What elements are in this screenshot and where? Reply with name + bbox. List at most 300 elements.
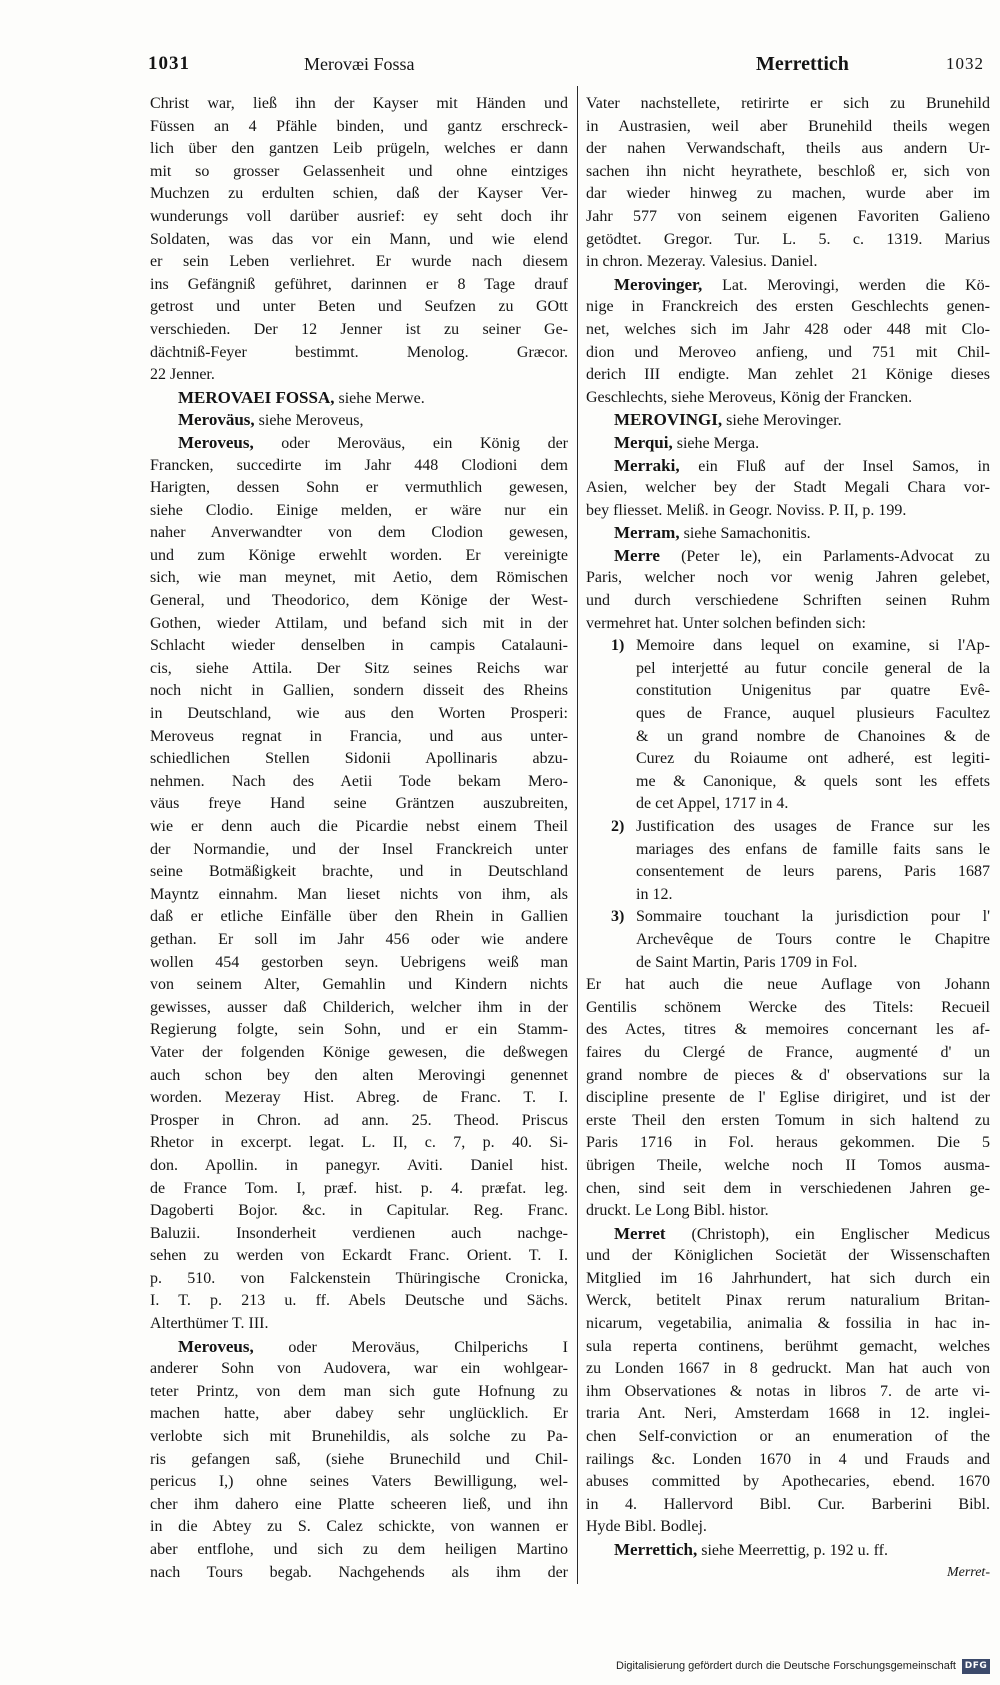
text-line bbox=[586, 567, 990, 590]
text-line bbox=[586, 906, 990, 929]
line-text: consentement de leurs parens, Paris 1687 bbox=[636, 863, 990, 881]
text-line bbox=[586, 1539, 990, 1562]
line-text: er sein Leben verliehret. Er wurde nach diesem bbox=[150, 253, 568, 271]
digitization-footer bbox=[560, 1656, 990, 1676]
line-text: Curez du Roiaume ont adheré, est legiti- bbox=[636, 750, 990, 768]
line-text: gewisses, ausser daß Childerich, welcher ihm in der bbox=[150, 998, 568, 1016]
line-text: Gothen, wieder Attilam, und befand sich mit in der bbox=[150, 614, 568, 632]
line-text: (Peter le), ein Parlaments-Advocat zu bbox=[659, 547, 990, 565]
text-line bbox=[150, 161, 568, 184]
text-line bbox=[586, 952, 990, 975]
line-text: Dagoberti Bojor. &c. in Capitular. Reg. Franc. bbox=[150, 1202, 568, 1220]
text-line bbox=[150, 206, 568, 229]
line-text: getödtet. Gregor. Tur. L. 5. c. 1319. Marius bbox=[586, 230, 990, 248]
lexicon-entry bbox=[586, 522, 990, 545]
list-item bbox=[586, 635, 990, 816]
line-text: zu Londen 1667 in 8 gedruckt. Man hat auch von bbox=[586, 1360, 990, 1378]
text-line bbox=[586, 658, 990, 681]
line-text: nige in Franckreich des ersten Geschlechts genen- bbox=[586, 298, 990, 316]
line-text: dächtniß-Feyer bestimmt. Menolog. Græcor. bbox=[150, 343, 568, 361]
line-text: und durch verschiedene Schriften seinen Ruhm bbox=[586, 592, 990, 610]
item-number: 1) bbox=[611, 637, 625, 655]
line-text: abuses committed by Apothecaries, ebend. 1670 bbox=[586, 1473, 990, 1491]
lexicon-entry bbox=[586, 274, 990, 410]
line-text: wollen 454 gestorben seyn. Uebrigens weiß man bbox=[150, 953, 568, 971]
item-number: 2) bbox=[611, 818, 625, 835]
text-line bbox=[150, 138, 568, 161]
text-line bbox=[150, 319, 568, 342]
text-line bbox=[586, 726, 990, 749]
line-text: des Actes, titres & memoires concernant les af- bbox=[586, 1021, 990, 1039]
line-text: der nahen Verwandschaft, theils aus andern Ur- bbox=[586, 140, 990, 158]
page-number-right: 1032 bbox=[946, 54, 984, 73]
line-text: Vater der folgenden Könige gewesen, die deßwegen bbox=[150, 1043, 568, 1061]
text-line bbox=[150, 771, 568, 794]
text-line bbox=[586, 342, 990, 365]
headword: MEROVINGI, bbox=[614, 410, 723, 430]
line-text: de Saint Martin, Paris 1709 in Fol. bbox=[636, 953, 858, 971]
line-text: Meroveus regnat in Francia, und aus unter- bbox=[150, 727, 568, 745]
line-text: sachen ihn nicht heyrathete, beschloß er, sich von bbox=[586, 162, 990, 180]
running-head-right: Merrettich bbox=[756, 53, 849, 75]
column-right bbox=[586, 93, 990, 1584]
text-line bbox=[150, 500, 568, 523]
line-text: sehen zu werden von Eckardt Franc. Orient. T. I. bbox=[150, 1247, 568, 1265]
line-text: in die Abtey zu S. Calez schickte, von wannen er bbox=[150, 1518, 568, 1536]
line-text: oder Meroväus, ein König der bbox=[253, 434, 568, 452]
line-text: seine Botmäßigkeit brachte, und in Deutschland bbox=[150, 863, 568, 881]
text-line bbox=[586, 183, 990, 206]
line-text: ins Gefängniß geführet, darinnen er 8 Tage drauf bbox=[150, 275, 568, 293]
text-line bbox=[586, 522, 990, 545]
line-text: I. T. p. 213 u. ff. Abels Deutsche und Sächs. bbox=[150, 1292, 568, 1310]
line-text: daß er etliche Einfälle über den Rhein in Gallien bbox=[150, 908, 568, 926]
text-line bbox=[586, 974, 990, 997]
paragraph bbox=[586, 974, 990, 1223]
text-line bbox=[586, 816, 990, 839]
text-line bbox=[586, 771, 990, 794]
text-line bbox=[150, 929, 568, 952]
line-text: siehe Samachonitis. bbox=[679, 525, 811, 543]
running-head-left: Merovæi Fossa bbox=[304, 54, 415, 74]
line-text: erste Theil den ersten Tomum in sich haltend zu bbox=[586, 1111, 990, 1129]
catchword: Merret- bbox=[946, 1564, 990, 1580]
line-text: väus freye Hand seine Gräntzen auszubreiten, bbox=[150, 795, 568, 813]
headword: Merrettich, bbox=[614, 1540, 698, 1559]
text-line bbox=[150, 1065, 568, 1088]
footer-credit: Digitalisierung gefördert durch die Deutsche Forschungsgemeinschaft bbox=[616, 1660, 956, 1672]
headword: Merret bbox=[614, 1223, 666, 1243]
text-line bbox=[586, 793, 990, 816]
text-line bbox=[586, 116, 990, 139]
text-line bbox=[150, 703, 568, 726]
line-text: nehmen. Nach des Aetii Tode bekam Mero- bbox=[150, 772, 568, 790]
text-line bbox=[586, 839, 990, 862]
text-line bbox=[150, 680, 568, 703]
text-line bbox=[150, 1019, 568, 1042]
text-line bbox=[150, 1178, 568, 1201]
text-line bbox=[150, 726, 568, 749]
line-text: in Deutschland, wie aus den Worten Prosperi: bbox=[150, 705, 568, 723]
text-line bbox=[586, 296, 990, 319]
lexicon-entry bbox=[586, 545, 990, 635]
text-line bbox=[150, 183, 568, 206]
line-text: siehe Merwe. bbox=[334, 389, 425, 407]
text-line bbox=[586, 1426, 990, 1449]
line-text: Paris, welcher noch vor wenig Jahren gelebet, bbox=[586, 569, 990, 587]
text-line bbox=[586, 274, 990, 297]
paragraph bbox=[150, 93, 568, 387]
line-text: von seinem Alter, Gemahlin und Kindern nichts bbox=[150, 976, 568, 994]
line-text: Mitglied im 16 Jahrhundert, hat sich durch ein bbox=[586, 1269, 990, 1287]
text-line bbox=[150, 952, 568, 975]
line-text: chen, sind seit dem in verschiedenen Jahren ge- bbox=[586, 1179, 990, 1197]
line-text: siehe Clodio. Einige melden, er wäre nur ein bbox=[150, 501, 568, 519]
line-text: Geschlechts, siehe Meroveus, König der Francken. bbox=[586, 388, 913, 406]
line-text: machen hatte, aber dabey sehr unglücklich. Er bbox=[150, 1405, 568, 1423]
line-text: General, und Theodorico, dem Könige der West- bbox=[150, 592, 568, 610]
text-line bbox=[586, 138, 990, 161]
line-text: dar wieder hinweg zu machen, wurde aber im bbox=[586, 185, 990, 203]
list-item bbox=[586, 906, 990, 974]
line-text: vermehret hat. Unter solchen befinden sich: bbox=[586, 614, 866, 632]
text-line bbox=[586, 1110, 990, 1133]
text-line bbox=[150, 1110, 568, 1133]
text-line bbox=[150, 1313, 568, 1336]
text-line bbox=[150, 1562, 568, 1585]
text-line bbox=[150, 1223, 568, 1246]
line-text: mariages des enfans de famille faits sans le bbox=[636, 840, 990, 858]
line-text: Rhetor in excerpt. legat. L. II, c. 7, p. 40. Si- bbox=[150, 1134, 568, 1152]
text-line bbox=[150, 1132, 568, 1155]
text-line bbox=[150, 1403, 568, 1426]
text-line bbox=[150, 93, 568, 116]
text-line bbox=[150, 1358, 568, 1381]
text-line bbox=[586, 1132, 990, 1155]
line-text: Francken, succedirte im Jahr 448 Clodioni dem bbox=[150, 456, 568, 474]
line-text: me & Canonique, & quels sont les effets bbox=[636, 772, 990, 790]
text-line bbox=[586, 500, 990, 523]
text-line bbox=[150, 1426, 568, 1449]
text-line bbox=[150, 1471, 568, 1494]
text-line bbox=[150, 387, 568, 410]
line-text: faires du Clergé de France, augmenté d' un bbox=[586, 1043, 990, 1061]
line-text: Justification des usages de France sur les bbox=[636, 818, 990, 835]
line-text: Hyde Bibl. Bodlej. bbox=[586, 1518, 707, 1536]
text-line bbox=[586, 1449, 990, 1472]
line-text: don. Apollin. in panegyr. Aviti. Daniel hist. bbox=[150, 1156, 568, 1174]
line-text: Harigten, dessen Sohn er vermuthlich gewesen, bbox=[150, 479, 568, 497]
line-text: pericus I,) ohne seines Vaters Bewilligung, wel- bbox=[150, 1473, 568, 1491]
text-line bbox=[150, 839, 568, 862]
text-line bbox=[586, 409, 990, 432]
text-line bbox=[150, 1336, 568, 1359]
lexicon-entry bbox=[586, 455, 990, 523]
text-line bbox=[150, 884, 568, 907]
text-line bbox=[586, 387, 990, 410]
line-text: traria Ant. Neri, Amsterdam 1668 in 12. inglei- bbox=[586, 1405, 990, 1423]
text-line bbox=[150, 342, 568, 365]
line-text: cher ihm dahero eine Platte scheeren ließ, und ihn bbox=[150, 1495, 568, 1513]
text-line bbox=[586, 884, 990, 907]
lexicon-entry bbox=[586, 1223, 990, 1539]
text-line bbox=[586, 997, 990, 1020]
line-text: und der Königlichen Societät der Wissenschaften bbox=[586, 1247, 990, 1265]
line-text: getrost und unter Beten und Seufzen zu GOtt bbox=[150, 298, 568, 316]
line-text: Soldaten, was das vor ein Mann, und wie elend bbox=[150, 230, 568, 248]
text-line bbox=[150, 793, 568, 816]
line-text: de France Tom. I, præf. hist. p. 4. præfat. leg. bbox=[150, 1179, 568, 1197]
text-line bbox=[150, 409, 568, 432]
line-text: siehe Merga. bbox=[672, 434, 760, 452]
text-line bbox=[150, 274, 568, 297]
line-text: ein Fluß auf der Insel Samos, in bbox=[679, 457, 990, 475]
line-text: discipline presente de l' Eglise dirigiret, und ist der bbox=[586, 1089, 990, 1107]
line-text: auch schon bey den alten Merovingi genennet bbox=[150, 1066, 568, 1084]
line-text: nach Tours begab. Nachgehends als ihm der bbox=[150, 1563, 568, 1581]
line-text: Sommaire touchant la jurisdiction pour l' bbox=[636, 908, 990, 926]
line-text: worden. Mezeray Hist. Abreg. de Franc. T. I. bbox=[150, 1089, 568, 1107]
text-line bbox=[586, 1313, 990, 1336]
text-line bbox=[586, 1358, 990, 1381]
text-line bbox=[586, 319, 990, 342]
text-line bbox=[586, 861, 990, 884]
text-line bbox=[150, 1449, 568, 1472]
text-line bbox=[586, 590, 990, 613]
text-line bbox=[150, 116, 568, 139]
line-text: Lat. Merovingi, werden die Kö- bbox=[702, 276, 990, 294]
headword: Meroveus, bbox=[178, 432, 254, 452]
text-line bbox=[586, 1087, 990, 1110]
text-line bbox=[150, 974, 568, 997]
line-text: (Christoph), ein Englischer Medicus bbox=[665, 1225, 990, 1243]
lexicon-entry bbox=[586, 1539, 990, 1562]
headword: Meroväus, bbox=[178, 410, 255, 430]
text-line bbox=[586, 613, 990, 636]
line-text: 22 Jenner. bbox=[150, 366, 215, 384]
dfg-logo-icon: DFG bbox=[962, 1659, 990, 1674]
line-text: aber entflohe, und sich zu dem heiligen Martino bbox=[150, 1541, 568, 1558]
line-text: derich III endigte. Man zehlet 21 Könige dieses bbox=[586, 366, 990, 384]
headword: Merram, bbox=[614, 523, 680, 543]
line-text: Jahr 577 von seinem eigenen Favoriten Galieno bbox=[586, 207, 990, 225]
text-line bbox=[586, 635, 990, 658]
headword: Merre bbox=[614, 545, 660, 565]
line-text: ihm Observationes & notas in libros 7. de arte vi- bbox=[586, 1382, 990, 1400]
text-line bbox=[150, 296, 568, 319]
text-line bbox=[150, 658, 568, 681]
text-line bbox=[586, 161, 990, 184]
text-line bbox=[586, 1290, 990, 1313]
text-line bbox=[586, 93, 990, 116]
line-text: noch nicht in Gallien, sondern disseit des Rheins bbox=[150, 682, 568, 700]
text-line bbox=[586, 1268, 990, 1291]
paragraph bbox=[586, 93, 990, 274]
line-text: nicarum, vegetabilia, animalia & fossilia in hac in- bbox=[586, 1315, 990, 1333]
text-line bbox=[586, 748, 990, 771]
lexicon-entry bbox=[150, 409, 568, 432]
page-number-left: 1031 bbox=[148, 53, 190, 74]
text-line bbox=[150, 635, 568, 658]
headword: MEROVAEI FOSSA, bbox=[178, 387, 335, 407]
line-text: druckt. Le Long Bibl. histor. bbox=[586, 1202, 769, 1220]
text-line bbox=[586, 1516, 990, 1539]
text-line bbox=[586, 455, 990, 478]
text-line bbox=[586, 477, 990, 500]
line-text: net, welches sich im Jahr 428 oder 448 mit Clo- bbox=[586, 320, 990, 338]
line-text: siehe Merovinger. bbox=[722, 412, 842, 430]
text-line bbox=[586, 1381, 990, 1404]
line-text: der Normandie, und der Insel Franckreich unter bbox=[150, 840, 568, 858]
text-line bbox=[586, 1178, 990, 1201]
line-text: Er hat auch die neue Auflage von Johann bbox=[586, 976, 990, 994]
line-text: Schlacht wieder denselben in campis Catalauni- bbox=[150, 637, 568, 655]
text-line bbox=[150, 522, 568, 545]
line-text: übrigen Theile, welche noch II Tomos ausma- bbox=[586, 1156, 990, 1174]
text-line bbox=[586, 251, 990, 274]
line-text: & un grand nombre de Chanoines & de bbox=[636, 727, 990, 745]
line-text: Memoire dans lequel on examine, si l'Ap- bbox=[636, 637, 990, 655]
text-line bbox=[150, 567, 568, 590]
line-text: und zum Könige erwehlt worden. Er vereinigte bbox=[150, 546, 568, 564]
text-line bbox=[586, 1200, 990, 1223]
line-text: mit so grosser Gelassenheit und ohne eintziges bbox=[150, 162, 568, 180]
line-text: Alterthümer T. III. bbox=[150, 1315, 269, 1333]
lexicon-entry bbox=[150, 387, 568, 410]
text-line bbox=[150, 1200, 568, 1223]
line-text: railings &c. Londen 1670 in 4 und Frauds and bbox=[586, 1450, 990, 1468]
line-text: Werck, betitelt Pinax rerum naturalium Britan- bbox=[586, 1292, 990, 1310]
line-text: Christ war, ließ ihn der Kayser mit Händen und bbox=[150, 95, 568, 112]
lexicon-entry bbox=[150, 432, 568, 1336]
text-line bbox=[586, 545, 990, 568]
line-text: verlobte sich mit Brunehildis, als solche zu Pa- bbox=[150, 1428, 568, 1446]
text-line bbox=[150, 229, 568, 252]
line-text: Prosper in Chron. ad ann. 25. Theod. Priscus bbox=[150, 1111, 568, 1129]
text-line bbox=[150, 613, 568, 636]
line-text: verschieden. Der 12 Jenner ist zu seiner Ge- bbox=[150, 320, 568, 338]
headword: Merqui, bbox=[614, 432, 673, 452]
text-line bbox=[150, 1381, 568, 1404]
line-text: Regierung folgte, sein Sohn, und er ein Stamm- bbox=[150, 1021, 568, 1039]
text-line bbox=[150, 1494, 568, 1517]
line-text: p. 510. von Falckenstein Thüringische Cronicka, bbox=[150, 1269, 568, 1287]
line-text: Asien, welcher bey der Stadt Megali Chara vor- bbox=[586, 479, 990, 497]
text-line bbox=[150, 1087, 568, 1110]
headword: Meroveus, bbox=[178, 1336, 254, 1356]
text-line bbox=[150, 906, 568, 929]
line-text: in 4. Hallervord Bibl. Cur. Barberini Bibl. bbox=[586, 1495, 990, 1513]
text-line bbox=[150, 1155, 568, 1178]
line-text: sich, wie man meynet, mit Aetio, dem Römischen bbox=[150, 569, 568, 587]
text-line bbox=[586, 1155, 990, 1178]
line-text: ris gefangen saß, (siehe Brunechild und Chil- bbox=[150, 1450, 568, 1468]
line-text: teter Printz, von dem man sich gute Hofnung zu bbox=[150, 1382, 568, 1400]
text-line bbox=[150, 477, 568, 500]
line-text: naher Anverwandter von dem Clodion gewesen, bbox=[150, 524, 568, 542]
line-text: gethan. Er soll im Jahr 456 oder wie andere bbox=[150, 930, 568, 948]
line-text: ques de France, auquel plusieurs Facultez bbox=[636, 705, 990, 723]
item-number: 3) bbox=[611, 908, 625, 926]
text-line bbox=[586, 229, 990, 252]
line-text: sula reperta continens, berühmt gemacht, welches bbox=[586, 1337, 990, 1355]
text-line bbox=[150, 545, 568, 568]
text-line bbox=[586, 1336, 990, 1359]
text-line bbox=[150, 432, 568, 455]
line-text: pel interjetté au futur concile general de la bbox=[636, 659, 990, 677]
line-text: Baluzii. Insonderheit verdienen auch nachge- bbox=[150, 1224, 568, 1242]
line-text: anderer Sohn von Audovera, war ein wohlgear- bbox=[150, 1360, 568, 1378]
line-text: in chron. Mezeray. Valesius. Daniel. bbox=[586, 253, 818, 271]
line-text: dion und Meroveo anfieng, und 751 mit Chil- bbox=[586, 343, 990, 361]
text-line bbox=[150, 1268, 568, 1291]
line-text: oder Meroväus, Chilperichs I bbox=[253, 1338, 568, 1356]
text-line bbox=[586, 1403, 990, 1426]
line-text: constitution Unigenitus par quatre Evê- bbox=[636, 682, 990, 700]
text-line bbox=[150, 1290, 568, 1313]
text-line bbox=[586, 1042, 990, 1065]
headword: Merraki, bbox=[614, 455, 680, 475]
line-text: wunderungs voll darüber ausrief: ey seht doch ihr bbox=[150, 207, 568, 225]
text-line bbox=[586, 703, 990, 726]
text-line bbox=[586, 1223, 990, 1246]
text-line bbox=[150, 1539, 568, 1562]
line-text: siehe Meroveus, bbox=[254, 412, 364, 430]
headword: Merovinger, bbox=[614, 274, 703, 294]
line-text: grand nombre de pieces & d' observations sur la bbox=[586, 1066, 990, 1084]
line-text: siehe Meerrettig, p. 192 u. ff. bbox=[697, 1542, 888, 1559]
text-line bbox=[586, 206, 990, 229]
line-text: chen Self-conviction or an enumeration of the bbox=[586, 1428, 990, 1446]
lexicon-entry bbox=[150, 1336, 568, 1585]
line-text: Vater nachstellete, retirirte er sich zu Brunehild bbox=[586, 95, 990, 112]
text-line bbox=[150, 364, 568, 387]
line-text: lich über den gantzen Leib prügeln, welches er dann bbox=[150, 140, 568, 158]
text-line bbox=[150, 1245, 568, 1268]
line-text: Paris 1716 in Fol. heraus gekommen. Die 5 bbox=[586, 1134, 990, 1152]
text-line bbox=[586, 1471, 990, 1494]
text-line bbox=[586, 432, 990, 455]
line-text: cis, siehe Attila. Der Sitz seines Reichs war bbox=[150, 659, 568, 677]
line-text: Archevêque de Tours contre le Chapitre bbox=[636, 930, 990, 948]
text-line bbox=[150, 455, 568, 478]
text-line bbox=[586, 929, 990, 952]
line-text: Muchzen zu erdulten schien, daß der Kayser Ver- bbox=[150, 185, 568, 203]
line-text: schiedlichen Stellen Sidonii Apollinaris abzu- bbox=[150, 750, 568, 768]
line-text: in 12. bbox=[636, 885, 673, 903]
text-line bbox=[586, 1494, 990, 1517]
column-left bbox=[150, 93, 568, 1584]
text-line bbox=[150, 861, 568, 884]
text-line bbox=[586, 1065, 990, 1088]
text-line bbox=[150, 251, 568, 274]
line-text: Füssen an 4 Pfähle binden, und gantz erschreck- bbox=[150, 117, 568, 135]
text-line bbox=[150, 590, 568, 613]
lexicon-entry bbox=[586, 409, 990, 432]
text-line bbox=[586, 364, 990, 387]
text-line bbox=[150, 816, 568, 839]
text-line bbox=[150, 1042, 568, 1065]
line-text: de cet Appel, 1717 in 4. bbox=[636, 795, 789, 813]
lexicon-entry bbox=[586, 432, 990, 455]
line-text: bey fliesset. Meliß. in Geogr. Noviss. P. II, p. 199. bbox=[586, 501, 907, 519]
column-divider bbox=[577, 86, 578, 1584]
text-line bbox=[150, 997, 568, 1020]
line-text: Gentilis schönem Wercke des Titels: Recueil bbox=[586, 998, 990, 1016]
text-line bbox=[150, 1516, 568, 1539]
text-line bbox=[586, 1019, 990, 1042]
line-text: Mayntz einnahm. Man lieset nichts von ihm, als bbox=[150, 885, 568, 903]
